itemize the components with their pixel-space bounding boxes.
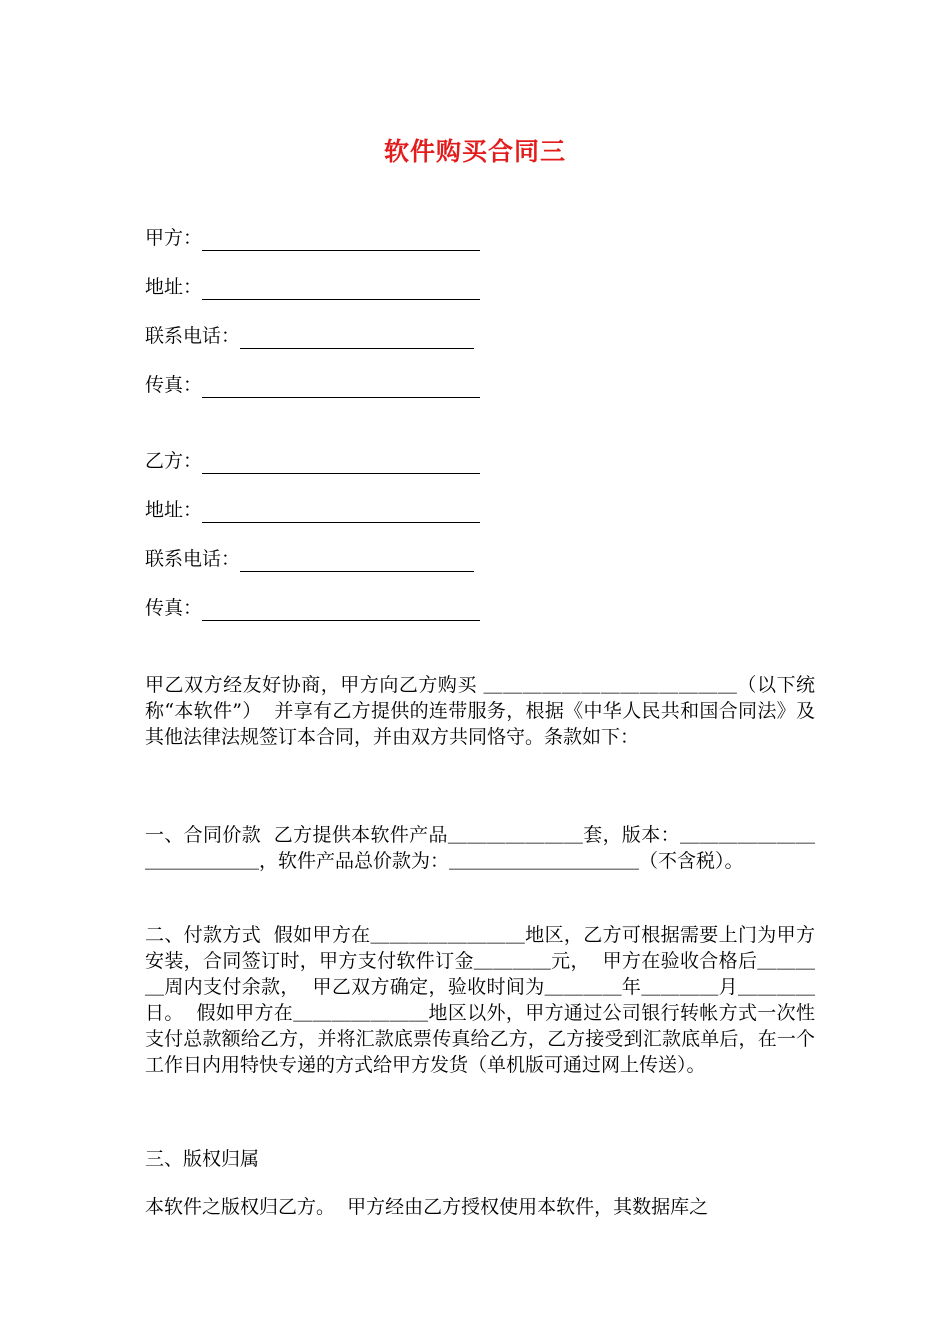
party-a-fax-blank[interactable] xyxy=(202,379,480,398)
party-b-address-blank[interactable] xyxy=(202,504,480,523)
clause-3-text: 本软件之版权归乙方。 甲方经由乙方授权使用本软件，其数据库之 xyxy=(145,1196,709,1218)
party-a-fax-label: 传真： xyxy=(145,374,203,396)
party-a-name-blank[interactable] xyxy=(202,232,480,251)
party-b-name-field xyxy=(145,448,480,474)
party-b-name-label: 乙方： xyxy=(145,450,203,472)
party-b-name-blank[interactable] xyxy=(202,455,480,474)
party-b-phone-field xyxy=(145,546,474,572)
party-a-fax-field xyxy=(145,372,480,398)
party-a-phone-label: 联系电话： xyxy=(145,325,241,347)
clause-1-price: 一、合同价款 乙方提供本软件产品＿＿＿＿＿＿＿套，版本：＿＿＿＿＿＿＿＿＿＿＿＿＿，软件产品总价款为：＿＿＿＿＿＿＿＿＿＿（不含税）。 xyxy=(145,824,815,872)
party-a-phone-field xyxy=(145,323,474,349)
party-a-phone-blank[interactable] xyxy=(240,330,474,349)
party-b-address-label: 地址： xyxy=(145,499,203,521)
intro-paragraph: 甲乙双方经友好协商，甲方向乙方购买 ＿＿＿＿＿＿＿＿＿＿＿＿＿（以下统称“本软件”） 并享有乙方提供的连带服务，根据《中华人民共和国合同法》及其他法律法规签订本合同，并由双方共同恪守。条款如下： xyxy=(145,674,815,748)
clause-3-heading: 三、版权归属 xyxy=(145,1148,260,1170)
party-b-phone-label: 联系电话： xyxy=(145,548,241,570)
party-a-name-label: 甲方： xyxy=(145,227,203,249)
document-title: 软件购买合同三 xyxy=(383,137,566,166)
party-a-address-blank[interactable] xyxy=(202,281,480,300)
party-a-name-field xyxy=(145,225,480,251)
party-b-address-field xyxy=(145,497,480,523)
party-a-address-label: 地址： xyxy=(145,276,203,298)
party-b-fax-label: 传真： xyxy=(145,597,203,619)
party-a-address-field xyxy=(145,274,480,300)
party-b-phone-blank[interactable] xyxy=(240,553,474,572)
party-b-fax-blank[interactable] xyxy=(202,602,480,621)
party-b-fax-field xyxy=(145,595,480,621)
clause-2-payment: 二、付款方式 假如甲方在＿＿＿＿＿＿＿＿地区，乙方可根据需要上门为甲方安装，合同签订时，甲方支付软件订金＿＿＿＿元， 甲方在验收合格后＿＿＿＿周内支付余款， 甲乙双方确定，验收时间为＿＿＿＿年＿＿＿＿月＿＿＿＿日。 假如甲方在＿＿＿＿＿＿＿地区以外，甲方通过公司银行转帐方式一次性支付总款额给乙方，并将汇款底票传真给乙方，乙方接受到汇款底单后，在一个工作日内用特快专递的方式给甲方发货（单机版可通过网上传送）。 xyxy=(145,924,815,1076)
